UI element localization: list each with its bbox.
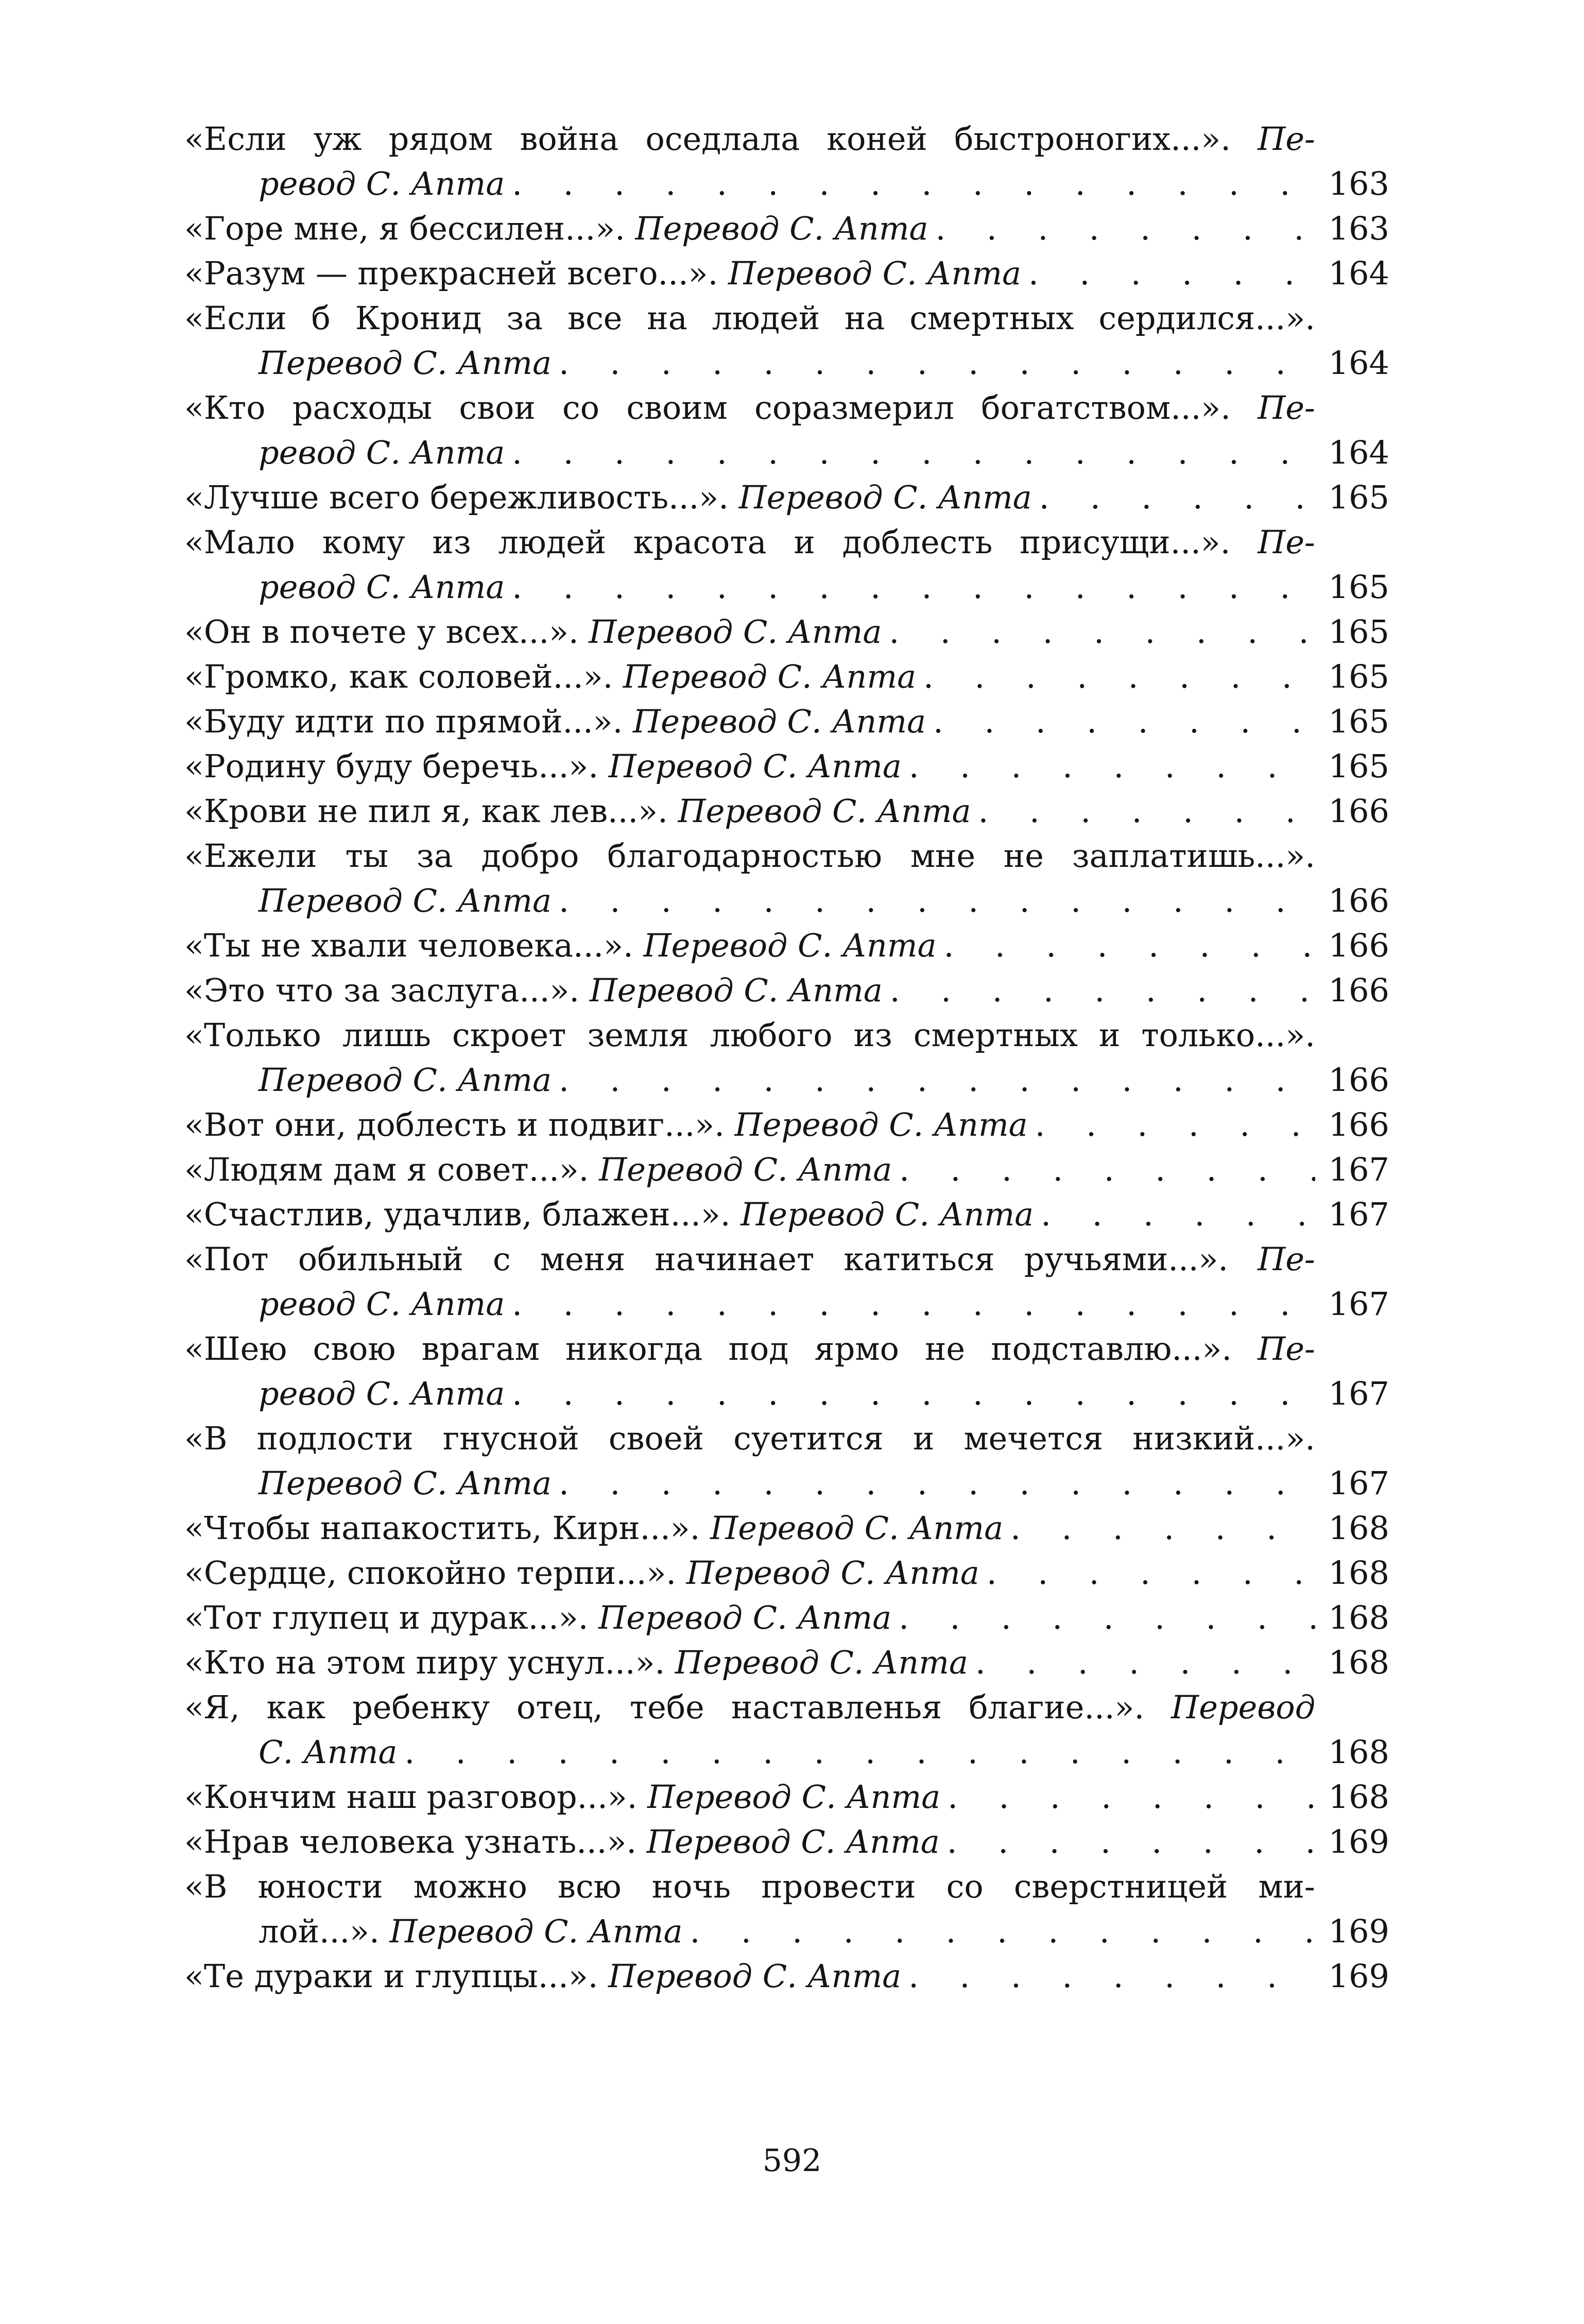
toc-entry-text [259,1909,683,1954]
entry-title-text: «Кто расходы свои со своим соразмерил богатством...». [184,389,1258,426]
entry-title-text: «Крови не пил я, как лев...». [184,792,678,830]
toc-page-number: 167 [1328,1464,1389,1502]
toc-page-number: 163 [1328,210,1389,247]
toc-entry-text [184,1147,892,1192]
toc-entry-text [184,1550,979,1595]
toc-entry [184,1685,1389,1774]
entry-translator-text: С. Апта [259,1733,398,1771]
toc-entry-line [184,1954,1389,1998]
dot-leader [948,1774,1315,1819]
toc-entry-text [259,340,552,385]
toc-entry-line [184,878,1389,923]
toc-page-number: 167 [1328,1285,1389,1323]
toc-entry-text [184,654,916,699]
dot-leader [512,430,1315,475]
toc-entry [184,968,1389,1013]
toc-entry-text [184,296,1389,340]
toc-entry-text [184,475,1032,520]
toc-entry-text [259,1730,398,1774]
toc-entry-line [184,1730,1389,1774]
entry-translator-text: Перевод С. Апта [741,1195,1034,1233]
entry-title-text: «Нрав человека узнать...». [184,1823,647,1860]
toc-entry [184,789,1389,833]
toc-page-number: 167 [1328,1195,1389,1233]
dot-leader [1035,1102,1315,1147]
toc-entry [184,206,1389,251]
toc-entry-line [184,430,1389,475]
toc-entry-text [184,1326,1389,1371]
entry-translator-text: Перевод С. Апта [678,792,971,830]
entry-title-text: «Ты не хвали человека...». [184,927,644,964]
dot-leader [405,1730,1316,1774]
entry-translator-text: Перевод С. Апта [599,1151,892,1188]
toc-page-number: 169 [1328,1823,1389,1860]
toc-page-number: 165 [1328,479,1389,516]
toc-entry-line [184,1057,1389,1102]
dot-leader [512,1281,1315,1326]
toc-entry-text [184,385,1389,430]
toc-entry [184,1147,1389,1192]
toc-entry [184,116,1389,206]
toc-page-number: 164 [1328,254,1389,292]
toc-page-number: 163 [1328,165,1389,202]
entry-translator-text: Перевод С. Апта [738,479,1032,516]
entry-title-text: «Чтобы напакостить, Кирн...». [184,1509,711,1547]
toc-entry-line [184,1909,1389,1954]
toc-entry-text [184,520,1389,565]
toc-entry [184,1237,1389,1326]
toc-page-number: 167 [1328,1375,1389,1412]
page-number: 592 [762,2143,822,2179]
toc-entry-text [184,116,1389,161]
entry-title-text: лой...». [259,1912,390,1950]
dot-leader [944,923,1315,968]
toc-entry-line [184,340,1389,385]
entry-translator-text: Перевод С. Апта [686,1554,979,1592]
toc-entry-text [184,923,937,968]
entry-translator-text: Пе- [1258,389,1315,426]
entry-title-text: «Я, как ребенку отец, тебе наставленья благие...». [184,1688,1172,1726]
toc-entry-text [259,161,505,206]
dot-leader [987,1550,1315,1595]
entry-translator-text: ревод С. Апта [259,568,505,606]
entry-translator-text: ревод С. Апта [259,1285,505,1323]
entry-translator-text: Перевод С. Апта [633,703,926,740]
toc-page-number: 166 [1328,1061,1389,1099]
toc-entry-line [184,1685,1389,1730]
dot-leader [899,1595,1315,1640]
toc-entry-line [184,1237,1389,1281]
toc-entry-line [184,699,1389,744]
dot-leader [512,1371,1315,1416]
toc-entry-line [184,654,1389,699]
toc-entry-text [184,789,971,833]
toc-entry-line [184,1550,1389,1595]
toc-entry-line [184,1819,1389,1864]
entry-title-text: «Если уж рядом война оседлала коней быстроногих...». [184,120,1258,158]
entry-translator-text: Перевод С. Апта [728,254,1022,292]
toc-entry [184,385,1389,475]
dot-leader [975,1640,1315,1685]
toc-page-number: 168 [1328,1644,1389,1681]
dot-leader [690,1909,1315,1954]
toc-page-number: 166 [1328,971,1389,1009]
entry-translator-text: Перевод С. Апта [675,1644,968,1681]
toc-entry-text [184,744,902,789]
entry-translator-text: ревод С. Апта [259,434,505,471]
toc-page-number: 165 [1328,613,1389,651]
toc-entry [184,1864,1389,1954]
entry-title-text: «Ежели ты за добро благодарностью мне не заплатишь...». [184,837,1315,875]
entry-title-text: «Мало кому из людей красота и доблесть присущи...». [184,523,1258,561]
toc-entry-line [184,1326,1389,1371]
toc-entry-text [259,1281,505,1326]
dot-leader [899,1147,1315,1192]
entry-translator-text: Перевод С. Апта [734,1106,1028,1143]
entry-title-text: «Пот обильный с меня начинает катиться ручьями...». [184,1240,1258,1278]
entry-title-text: «Горе мне, я бессилен...». [184,210,635,247]
dot-leader [936,206,1315,251]
entry-title-text: «Только лишь скроет земля любого из смертных и только...». [184,1016,1315,1054]
entry-translator-text: Перевод С. Апта [259,1464,552,1502]
toc-entry-line [184,1013,1389,1057]
entry-translator-text: Перевод С. Апта [259,882,552,919]
toc-entry-line [184,565,1389,609]
toc-entry-text [184,1774,940,1819]
toc-entry-line [184,1192,1389,1237]
dot-leader [978,789,1315,833]
entry-title-text: «В юности можно всю ночь провести со сверстницей ми- [184,1868,1315,1905]
dot-leader [947,1819,1315,1864]
toc-entry [184,1326,1389,1416]
toc-entry [184,833,1389,923]
toc-page-number: 166 [1328,792,1389,830]
toc-entry-text [184,968,883,1013]
toc-page-number: 165 [1328,747,1389,785]
toc-page-number: 166 [1328,882,1389,919]
toc-entry [184,699,1389,744]
toc-page-number: 168 [1328,1599,1389,1636]
entry-title-text: «Он в почете у всех...». [184,613,589,651]
toc-page-number: 167 [1328,1151,1389,1188]
toc-entry [184,1013,1389,1102]
entry-title-text: «Счастлив, удачлив, блажен...». [184,1195,741,1233]
entry-translator-text: Пе- [1258,120,1315,158]
toc-entry-line [184,923,1389,968]
dot-leader [512,565,1315,609]
toc-entry-line [184,1461,1389,1506]
toc-entry-text [184,206,928,251]
toc-entry-text [184,1416,1389,1461]
toc-entry-text [184,1595,891,1640]
entry-title-text: «Кто на этом пиру уснул...». [184,1644,675,1681]
toc-entry-text [184,1506,1003,1550]
entry-title-text: «Шею свою врагам никогда под ярмо не подставлю...». [184,1330,1258,1368]
entry-translator-text: Перевод С. Апта [608,1957,902,1995]
entry-title-text: «Кончим наш разговор...». [184,1778,648,1816]
entry-title-text: «Сердце, спокойно терпи...». [184,1554,686,1592]
toc-entry-line [184,833,1389,878]
toc-page-number: 169 [1328,1957,1389,1995]
entry-translator-text: Перевод С. Апта [259,344,552,382]
toc-entry-text [184,1819,940,1864]
toc-page-number: 168 [1328,1509,1389,1547]
entry-translator-text: Перевод С. Апта [598,1599,892,1636]
toc-entry-text [259,1371,505,1416]
toc-page-number: 168 [1328,1733,1389,1771]
entry-translator-text: ревод С. Апта [259,1375,505,1412]
toc-entry-line [184,206,1389,251]
toc-entry [184,1192,1389,1237]
toc-entry-line [184,520,1389,565]
toc-page-number: 164 [1328,344,1389,382]
toc-entry-text [184,1192,1034,1237]
toc-page-number: 164 [1328,434,1389,471]
toc-entry [184,609,1389,654]
entry-title-text: «Если б Кронид за все на людей на смертных сердился...». [184,299,1315,337]
entry-title-text: «Громко, как соловей...». [184,658,624,695]
toc-entry-line [184,968,1389,1013]
toc-entry-text [184,699,926,744]
toc-entry-line [184,296,1389,340]
table-of-contents [184,116,1389,1998]
toc-page-number: 166 [1328,927,1389,964]
toc-page-number: 168 [1328,1554,1389,1592]
entry-translator-text: Перевод [1171,1688,1315,1726]
toc-entry [184,475,1389,520]
toc-entry-text [184,1013,1389,1057]
toc-entry [184,1595,1389,1640]
toc-entry [184,1954,1389,1998]
entry-translator-text: Перевод С. Апта [635,210,928,247]
toc-entry-text [184,1864,1389,1909]
entry-translator-text: Перевод С. Апта [259,1061,552,1099]
entry-title-text: «Разум — прекрасней всего...». [184,254,729,292]
toc-entry [184,520,1389,609]
dot-leader [1010,1506,1315,1550]
toc-entry [184,654,1389,699]
entry-title-text: «Тот глупец и дурак...». [184,1599,599,1636]
toc-entry-text [184,1954,901,1998]
toc-entry-line [184,116,1389,161]
entry-translator-text: Пе- [1258,1330,1315,1368]
entry-title-text: «Людям дам я совет...». [184,1151,599,1188]
entry-title-text: «Лучше всего бережливость...». [184,479,739,516]
entry-title-text: «Вот они, доблесть и подвиг...». [184,1106,735,1143]
dot-leader [890,968,1315,1013]
entry-translator-text: Перевод С. Апта [710,1509,1004,1547]
toc-entry [184,1550,1389,1595]
toc-entry-line [184,385,1389,430]
toc-entry [184,1640,1389,1685]
toc-entry-line [184,1102,1389,1147]
toc-entry-text [184,609,882,654]
toc-entry [184,1774,1389,1819]
toc-entry-line [184,609,1389,654]
toc-entry-line [184,1416,1389,1461]
toc-entry [184,1506,1389,1550]
entry-title-text: «Родину буду беречь...». [184,747,609,785]
dot-leader [512,161,1315,206]
toc-entry-text [259,430,505,475]
toc-entry-line [184,744,1389,789]
dot-leader [1039,475,1315,520]
toc-entry-line [184,475,1389,520]
toc-page-number: 165 [1328,658,1389,695]
toc-entry-line [184,789,1389,833]
entry-translator-text: Перевод С. Апта [623,658,917,695]
toc-entry [184,1102,1389,1147]
toc-entry-line [184,1371,1389,1416]
entry-translator-text: Перевод С. Апта [589,971,883,1009]
toc-page-number: 165 [1328,568,1389,606]
toc-entry [184,744,1389,789]
toc-entry-line [184,161,1389,206]
toc-entry-line [184,1506,1389,1550]
toc-entry-line [184,251,1389,296]
toc-page-number: 169 [1328,1912,1389,1950]
entry-translator-text: ревод С. Апта [259,165,505,202]
dot-leader [909,744,1315,789]
dot-leader [559,878,1315,923]
entry-translator-text: Пе- [1258,523,1315,561]
entry-translator-text: Перевод С. Апта [646,1823,940,1860]
toc-entry [184,923,1389,968]
dot-leader [1041,1192,1315,1237]
toc-entry-line [184,1864,1389,1909]
toc-entry [184,251,1389,296]
toc-entry [184,1819,1389,1864]
entry-title-text: «Это что за заслуга...». [184,971,590,1009]
entry-translator-text: Перевод С. Апта [608,747,902,785]
entry-translator-text: Перевод С. Апта [643,927,937,964]
toc-page-number: 165 [1328,703,1389,740]
toc-entry-line [184,1774,1389,1819]
dot-leader [1028,251,1315,296]
toc-entry [184,296,1389,385]
toc-entry-text [184,1237,1389,1281]
toc-entry [184,1416,1389,1506]
entry-translator-text: Пе- [1258,1240,1315,1278]
toc-entry-line [184,1147,1389,1192]
entry-title-text: «В подлости гнусной своей суетится и мечется низкий...». [184,1420,1315,1457]
entry-translator-text: Перевод С. Апта [389,1912,683,1950]
toc-entry-text [184,1102,1028,1147]
entry-title-text: «Буду идти по прямой...». [184,703,633,740]
toc-entry-text [259,1461,552,1506]
dot-leader [559,340,1315,385]
entry-translator-text: Перевод С. Апта [647,1778,941,1816]
toc-entry-text [184,833,1389,878]
toc-page-number: 166 [1328,1106,1389,1143]
dot-leader [933,699,1315,744]
toc-entry-text [259,565,505,609]
toc-entry-line [184,1281,1389,1326]
toc-entry-text [259,878,552,923]
dot-leader [923,654,1315,699]
dot-leader [559,1461,1315,1506]
toc-entry-text [259,1057,552,1102]
entry-title-text: «Те дураки и глупцы...». [184,1957,609,1995]
toc-entry-text [184,1685,1389,1730]
toc-entry-line [184,1595,1389,1640]
toc-entry-text [184,1640,968,1685]
toc-entry-line [184,1640,1389,1685]
dot-leader [559,1057,1315,1102]
toc-entry-text [184,251,1021,296]
entry-translator-text: Перевод С. Апта [589,613,882,651]
dot-leader [908,1954,1315,1998]
dot-leader [889,609,1315,654]
toc-page-number: 168 [1328,1778,1389,1816]
